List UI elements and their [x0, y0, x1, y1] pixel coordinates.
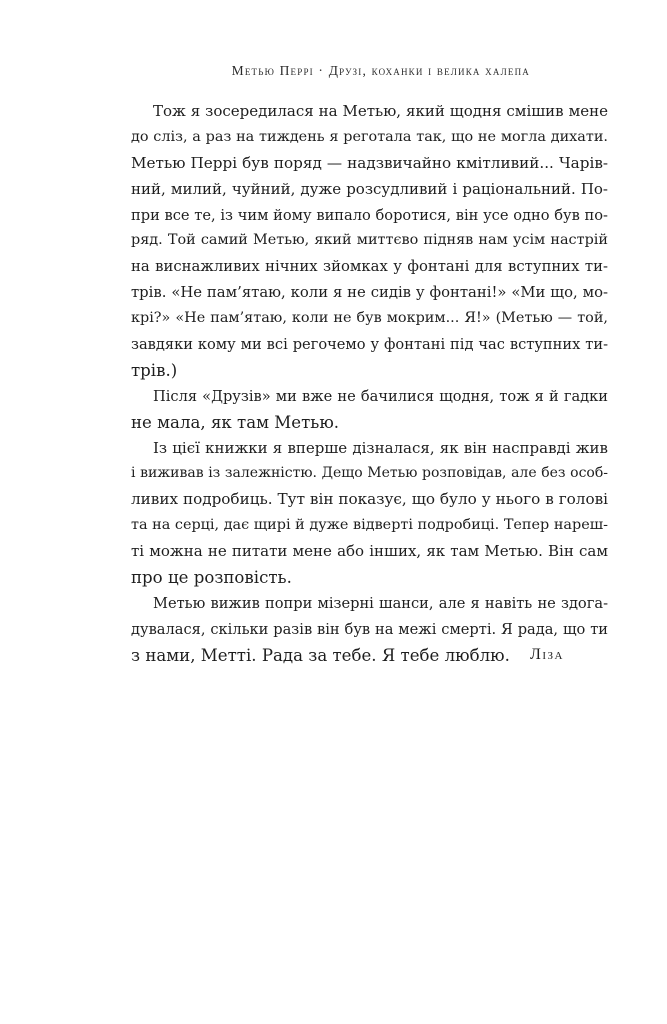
text-line: Тож я зосередилася на Метью, який щодня смішив мене [153, 102, 608, 120]
text-line: ряд. Той самий Метью, який миттєво підняв нам усім настрій [131, 232, 608, 249]
text-line: ті можна не питати мене або інших, як там Метью. Він сам [131, 542, 608, 561]
text-line: Метью вижив попри мізерні шанси, але я навіть не здога- [153, 594, 608, 612]
text-line: з нами, Метті. Рада за тебе. Я тебе люблю. [131, 645, 510, 665]
text-line: і виживав із залежністю. Дещо Метью розповідав, але без особ- [131, 465, 608, 482]
paragraph [131, 384, 608, 436]
paragraph [131, 436, 608, 591]
text-line: та на серці, дає щирі й дуже відверті подробиці. Тепер нареш- [131, 517, 608, 534]
text-line: при все те, із чим йому випало боротися, він усе одно був по- [131, 206, 608, 224]
text-line: трів. «Не пам’ятаю, коли я не сидів у фонтані!» «Ми що, мо- [131, 284, 608, 302]
text-line: на виснажливих нічних зйомках у фонтані для вступних ти- [131, 258, 608, 276]
text-line: трів.) [131, 360, 178, 380]
text-line: ливих подробиць. Тут він показує, що було у нього в голові [131, 490, 608, 509]
text-line: Із цієї книжки я вперше дізналася, як він насправді жив [153, 438, 608, 457]
text-line: про це розповість. [131, 568, 292, 588]
text-line: Після «Друзів» ми вже не бачилися щодня, тож я й гадки [153, 387, 608, 405]
running-head: Метью Перрі · Друзі, коханки і велика халепа [231, 63, 530, 78]
text-line: завдяки кому ми всі регочемо у фонтані під час вступних ти- [131, 336, 608, 354]
text-line: до сліз, а раз на тиждень я реготала так, що не могла дихати. [131, 128, 608, 145]
signature: Ліза [530, 646, 564, 663]
text-line: крі?» «Не пам’ятаю, коли не був мокрим... Я!» (Метью — той, [131, 310, 608, 327]
paragraph [131, 99, 608, 384]
text-line: дувалася, скільки разів він був на межі смерті. Я рада, що ти [131, 620, 608, 638]
body-text [131, 99, 608, 669]
text-line: ний, милий, чуйний, дуже розсудливий і раціональний. По- [131, 179, 608, 198]
text-line: Метью Перрі був поряд — надзвичайно кмітливий... Чарів- [131, 153, 608, 172]
text-line: не мала, як там Метью. [131, 412, 340, 432]
